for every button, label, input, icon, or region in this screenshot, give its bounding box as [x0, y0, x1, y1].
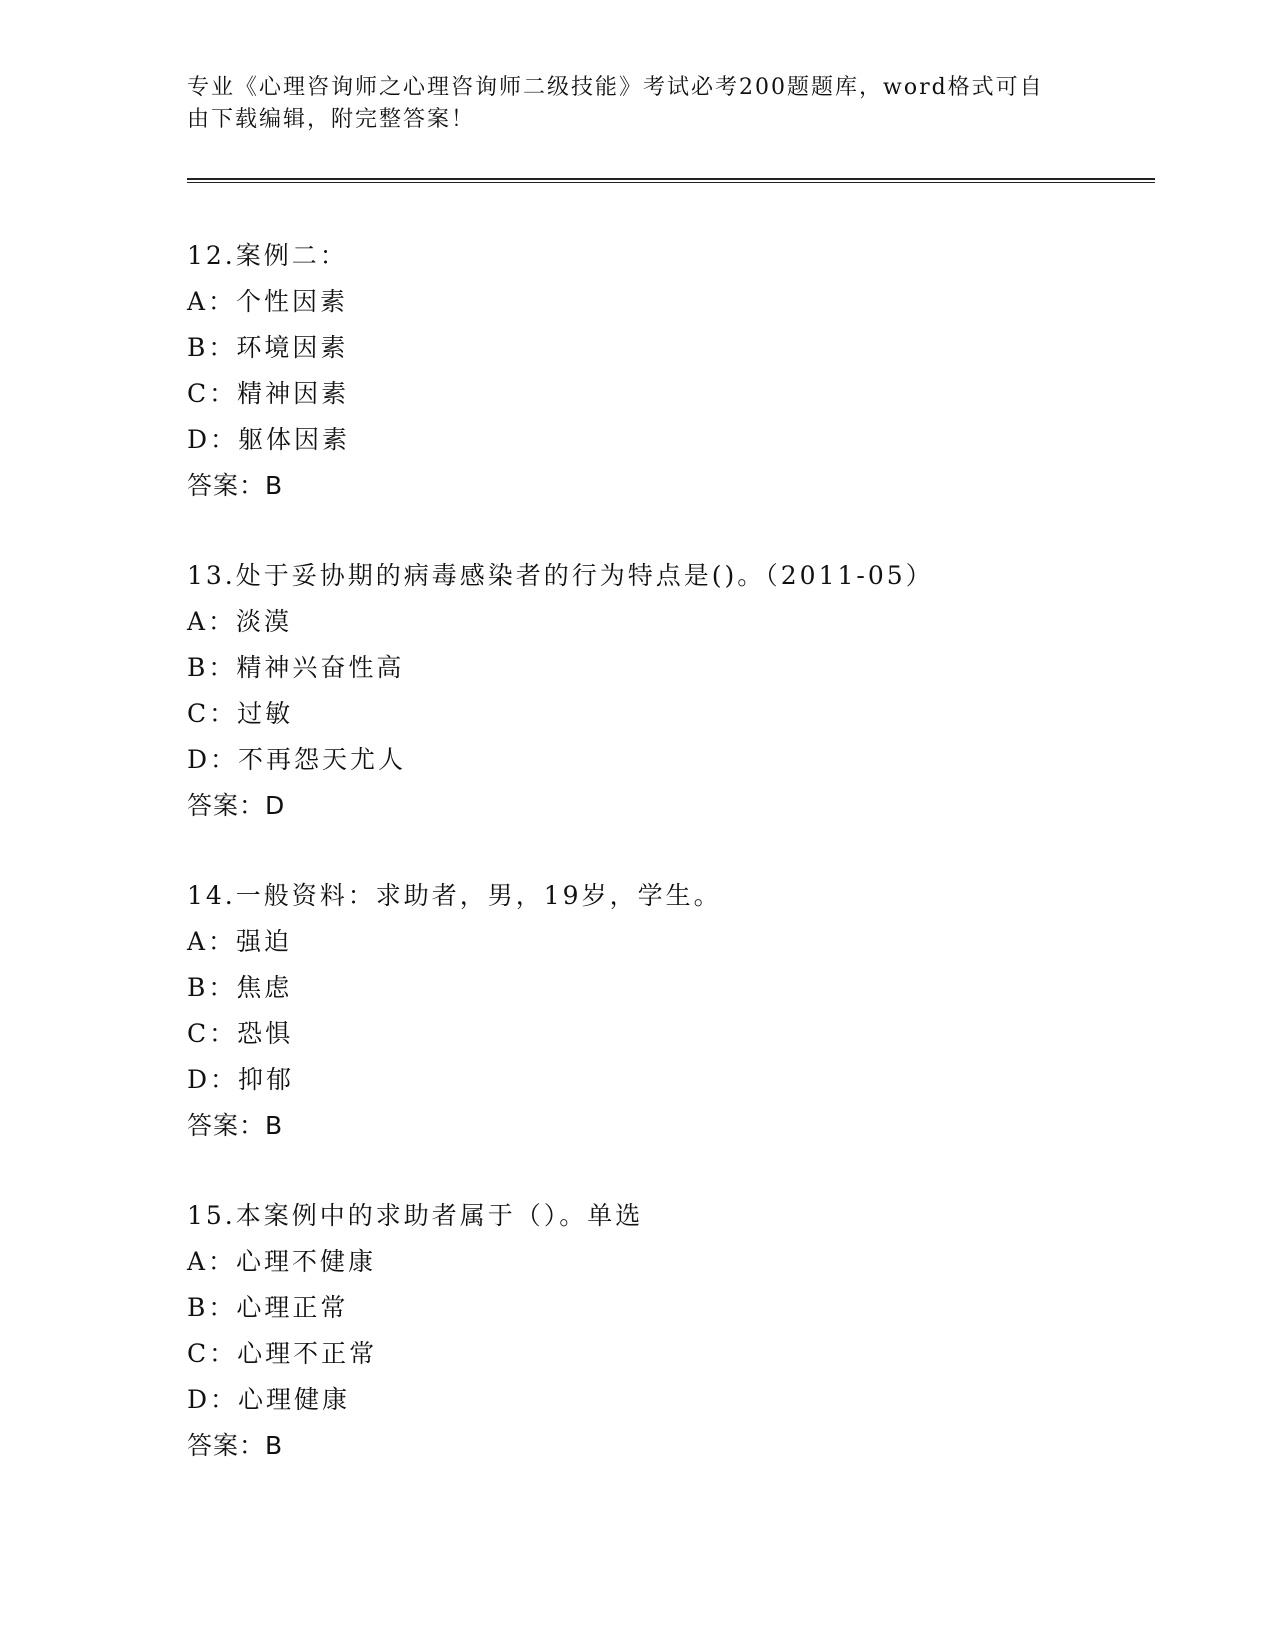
question-12 [187, 233, 1087, 509]
header-divider [187, 178, 1155, 183]
document-header [187, 72, 1067, 136]
option-a: A：心理不健康 [187, 1247, 377, 1276]
option-d: D：躯体因素 [187, 425, 351, 454]
option-d: D：心理健康 [187, 1385, 351, 1414]
question-stem: 14.一般资料：求助者，男，19岁，学生。 [187, 881, 722, 910]
question-stem: 15.本案例中的求助者属于（）。单选 [187, 1201, 644, 1230]
option-c: C：心理不正常 [187, 1339, 378, 1368]
option-c: C：过敏 [187, 699, 294, 728]
option-c: C：精神因素 [187, 379, 350, 408]
option-a: A：个性因素 [187, 287, 349, 316]
question-13 [187, 553, 1087, 829]
answer-line: 答案：B [187, 471, 284, 500]
option-a: A：淡漠 [187, 607, 293, 636]
option-b: B：精神兴奋性高 [187, 653, 405, 682]
header-line-1: 专业《心理咨询师之心理咨询师二级技能》考试必考200题题库，word格式可自 [187, 75, 1044, 100]
option-b: B：环境因素 [187, 333, 349, 362]
option-d: D：抑郁 [187, 1065, 295, 1094]
option-b: B：焦虑 [187, 973, 293, 1002]
question-stem: 12.案例二： [187, 241, 348, 270]
header-line-2: 由下载编辑，附完整答案！ [187, 107, 476, 132]
question-15 [187, 1193, 1087, 1469]
option-c: C：恐惧 [187, 1019, 294, 1048]
question-stem: 13.处于妥协期的病毒感染者的行为特点是()。（2011-05） [187, 561, 934, 590]
option-a: A：强迫 [187, 927, 293, 956]
answer-line: 答案：B [187, 1431, 284, 1460]
option-d: D：不再怨天尤人 [187, 745, 407, 774]
answer-line: 答案：D [187, 791, 286, 820]
option-b: B：心理正常 [187, 1293, 349, 1322]
question-14 [187, 873, 1087, 1149]
answer-line: 答案：B [187, 1111, 284, 1140]
